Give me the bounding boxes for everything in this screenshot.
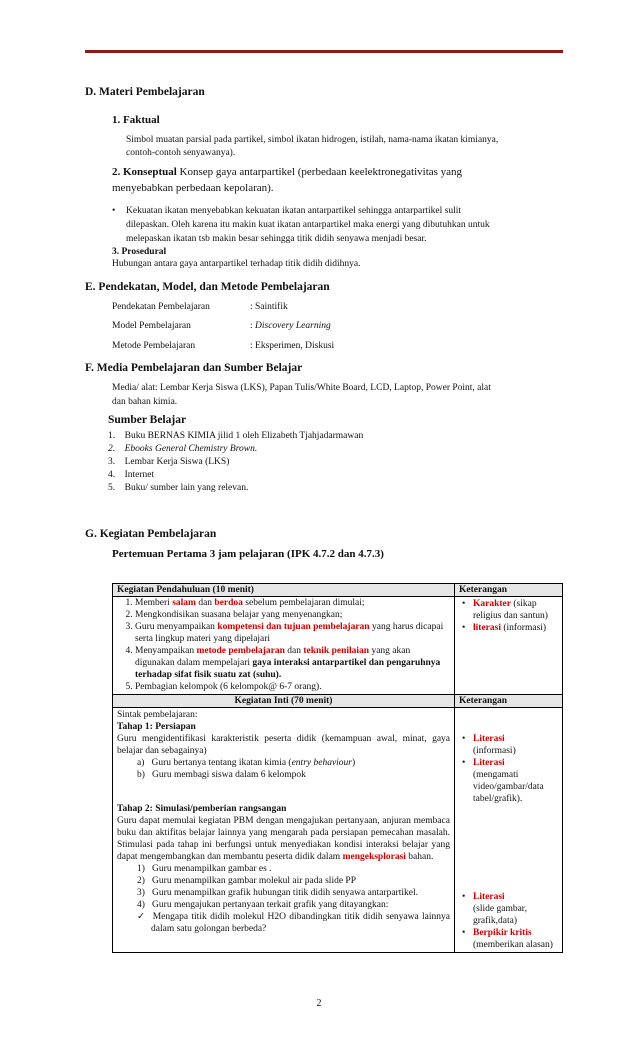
list-item-text: Lembar Kerja Siswa (LKS)	[124, 457, 230, 467]
prosedural-title: 3. Prosedural	[112, 247, 167, 257]
section-e-heading: E. Pendekatan, Model, dan Metode Pembelajaran	[85, 281, 330, 293]
table-row	[113, 695, 563, 708]
list-item-text: Buku/ sumber lain yang relevan.	[124, 483, 249, 493]
e-row-value: :	[250, 321, 256, 331]
keterangan-list	[459, 733, 558, 805]
tahap2-title: Tahap 2: Simulasi/pemberian rangsangan	[117, 804, 287, 814]
table-row	[113, 584, 563, 597]
faktual-title: 1. Faktual	[112, 114, 160, 126]
pertemuan-title: Pertemuan Pertama 3 jam pelajaran (IPK 4.7.2 dan 4.7.3)	[112, 548, 384, 560]
list-item: 3) Guru menampilkan grafik hubungan titik didih senyawa antarpartikel.	[137, 888, 418, 898]
pendahuluan-cell	[113, 597, 455, 695]
list-item: 4) Guru mengajukan pertanyaan terkait grafik yang ditayangkan:	[137, 900, 389, 910]
list-item: a) Guru bertanya tentang ikatan kimia (entry behaviour)	[137, 758, 356, 768]
e-row-2	[112, 320, 331, 333]
list-item-text: Buku BERNAS KIMIA jilid 1 oleh Elizabeth Tjahjadarmawan	[124, 431, 364, 441]
list-item: • literasi (informasi)	[473, 622, 558, 634]
keterangan-header-2: Keterangan	[455, 695, 563, 708]
e-row-1	[112, 301, 288, 314]
list-item-text: Internet	[124, 470, 155, 480]
konseptual-title: 2. Konseptual	[112, 166, 177, 178]
list-item: 5. Pembagian kelompok (6 kelompok@ 6-7 orang).	[135, 681, 450, 693]
keterangan-list-2	[459, 891, 558, 951]
pendahuluan-list	[117, 597, 450, 693]
section-d-heading: D. Materi Pembelajaran	[85, 86, 205, 98]
list-item: 4. Internet	[108, 470, 155, 480]
inti-cell	[113, 708, 455, 953]
list-item: • Literasi (mengamati video/gambar/data tabel/grafik).	[473, 757, 558, 805]
list-item: b) Guru membagi siswa dalam 6 kelompok	[137, 770, 306, 780]
list-item: • Berpikir kritis (memberikan alasan)	[473, 927, 558, 951]
table-row	[113, 708, 563, 953]
inti-header: Kegiatan Inti (70 menit)	[113, 695, 455, 708]
bullet-text-2: dilepaskan. Oleh karena itu makin kuat ikatan antarpartikel maka energi yang dibutuhkan untuk	[126, 220, 490, 230]
list-item: 2. Mengkondisikan suasana belajar yang menyenangkan;	[135, 609, 450, 621]
tahap1-list	[117, 757, 450, 781]
inti-keterangan	[455, 708, 563, 953]
list-item: 4. Menyampaikan metode pembelajaran dan teknik penilaian yang akan digunakan dalam mempelajari gaya interaksi antarpartikel dan pengaruhnya terhadap sifat fisik suatu zat (suhu).	[135, 645, 450, 681]
e-row-label: Metode Pembelajaran	[112, 341, 196, 351]
keterangan-header: Keterangan	[455, 584, 563, 597]
faktual-text-2: contoh-contoh senyawanya).	[126, 148, 236, 158]
sintak-text: Sintak pembelajaran:	[117, 710, 198, 720]
list-item: 5. Buku/ sumber lain yang relevan.	[108, 483, 249, 493]
media-text-1: Media/ alat: Lembar Kerja Siswa (LKS), Papan Tulis/White Board, LCD, Laptop, Power Point, alat	[112, 383, 491, 393]
header-rule	[85, 50, 563, 53]
konseptual-text-2: menyebabkan perbedaan kepolaran).	[112, 182, 274, 194]
pendahuluan-header: Kegiatan Pendahuluan (10 menit)	[113, 584, 455, 597]
media-text-2: dan bahan kimia.	[112, 397, 178, 407]
list-item: 2. Ebooks General Chemistry Brown.	[108, 444, 258, 454]
faktual-text-1: Simbol muatan parsial pada partikel, simbol ikatan hidrogen, istilah, nama-nama ikatan kimianya,	[126, 135, 499, 145]
sumber-title: Sumber Belajar	[108, 414, 187, 426]
tahap2-list	[117, 863, 450, 935]
sumber-list	[108, 430, 363, 495]
e-row-label: Pendekatan Pembelajaran	[112, 302, 210, 312]
list-item: • Literasi (slide gambar, grafik,data)	[473, 891, 558, 927]
section-f-heading: F. Media Pembelajaran dan Sumber Belajar	[85, 362, 303, 374]
e-row-value: : Saintifik	[250, 302, 288, 312]
section-g-heading: G. Kegiatan Pembelajaran	[85, 528, 217, 540]
konseptual-line-1	[112, 165, 462, 180]
list-item: 1. Memberi salam dan berdoa sebelum pembelajaran dimulai;	[135, 597, 450, 609]
pendahuluan-keterangan	[455, 597, 563, 695]
activity-table	[112, 583, 563, 953]
tahap1-title: Tahap 1: Persiapan	[117, 722, 196, 732]
list-item: • Literasi (informasi)	[473, 733, 558, 757]
prosedural-text: Hubungan antara gaya antarpartikel terhadap titik didih didihnya.	[112, 259, 361, 269]
tahap1-text: Guru mengidentifikasi karakteristik peserta didik (kemampuan awal, minat, gaya belajar dan sebagainya)	[117, 734, 450, 756]
check-icon: ✓	[137, 912, 146, 922]
e-row-value-italic: Discovery Learning	[255, 321, 331, 331]
e-row-3	[112, 340, 334, 353]
list-item: 2) Guru menampilkan gambar molekul air pada slide PP	[137, 876, 356, 886]
list-item: 1) Guru menampilkan gambar es .	[137, 864, 272, 874]
e-row-value: : Eksperimen, Diskusi	[250, 341, 335, 351]
list-item-text: Ebooks General Chemistry Brown.	[124, 444, 258, 454]
list-item: 3. Lembar Kerja Siswa (LKS)	[108, 457, 230, 467]
table-row	[113, 597, 563, 695]
list-item: • Karakter (sikap religius dan santun)	[473, 598, 558, 622]
list-item: ✓ Mengapa titik didih molekul H2O dibandingkan titik didih senyawa lainnya dalam satu golongan berbeda?	[137, 912, 450, 934]
bullet-dot: •	[112, 206, 116, 216]
tahap2-text: Guru dapat memulai kegiatan PBM dengan mengajukan pertanyaan, anjuran membaca buku dan aktifitas belajar lainnya yang mengarah pada persiapan pemecahan masalah. Stimulasi pada tahap ini berfungsi untuk menyediakan kondisi interaksi belajar yang dapat mengembangkan dan membantu peserta didik dalam mengeksplorasi bahan.	[117, 816, 450, 862]
e-row-label: Model Pembelajaran	[112, 321, 191, 331]
bullet-text-1: Kekuatan ikatan menyebabkan kekuatan ikatan antarpartikel sehingga antarpartikel sulit	[126, 206, 462, 216]
page-number: 2	[316, 998, 322, 1009]
konseptual-text-1: Konsep gaya antarpartikel (perbedaan keelektronegativitas yang	[179, 166, 463, 178]
list-item: 3. Guru menyampaikan kompetensi dan tujuan pembelajaran yang harus dicapai serta lingkup materi yang dipelajari	[135, 621, 450, 645]
list-item: 1. Buku BERNAS KIMIA jilid 1 oleh Elizabeth Tjahjadarmawan	[108, 431, 364, 441]
bullet-text-3: melepaskan ikatan tsb makin besar sehingga titik didih senyawa menjadi besar.	[126, 234, 427, 244]
keterangan-list	[459, 598, 558, 634]
